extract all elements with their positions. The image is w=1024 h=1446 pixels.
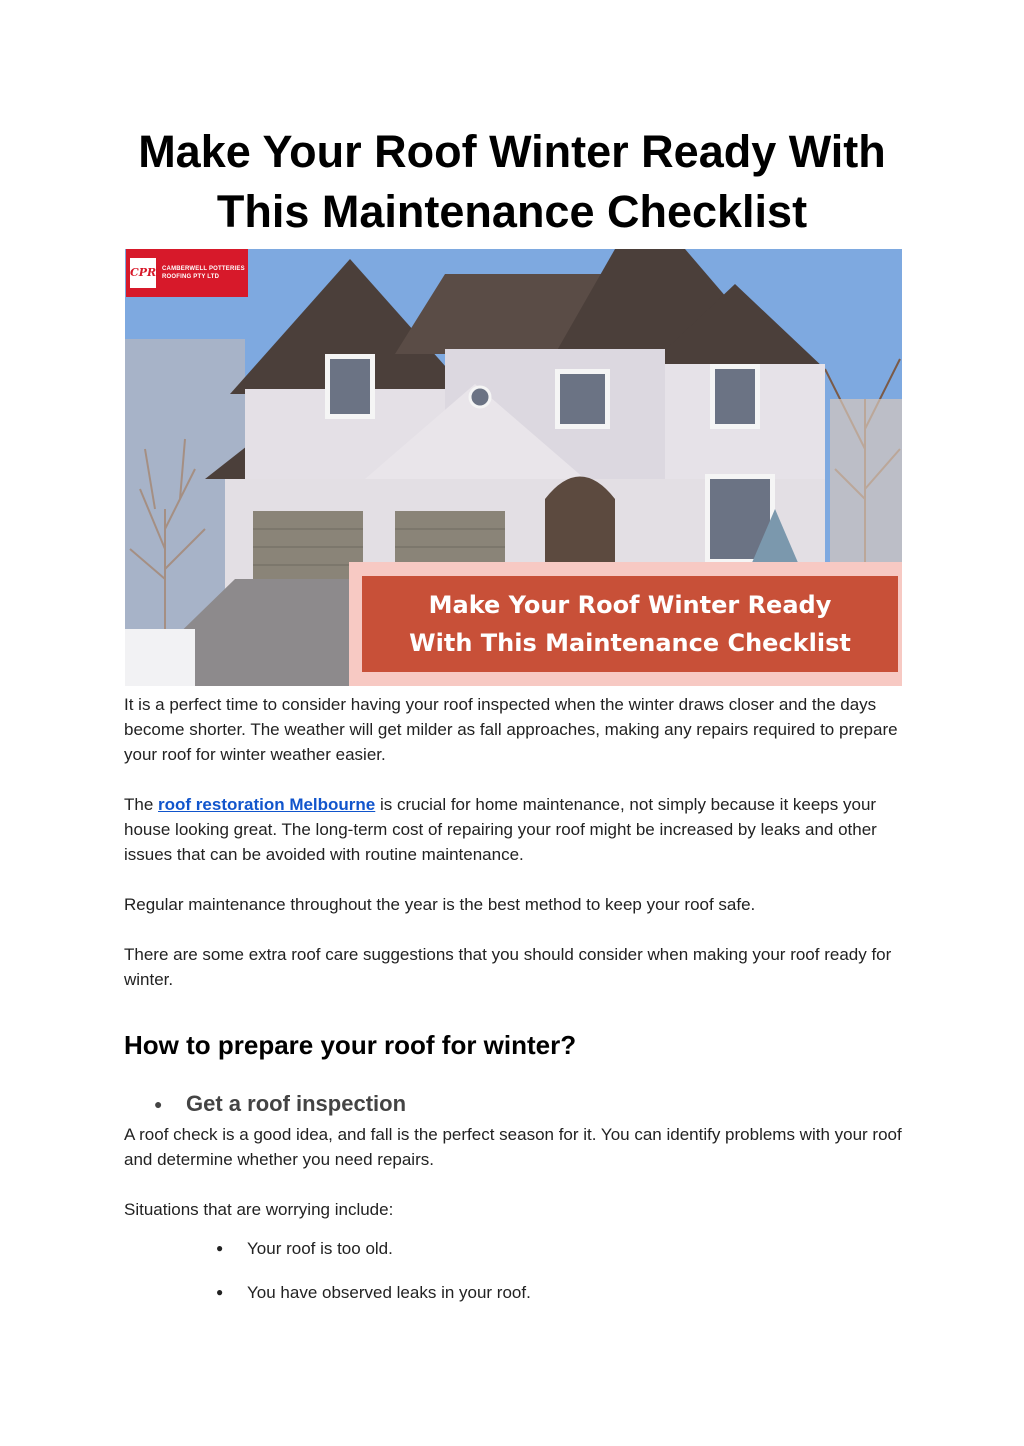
paragraph-inspection: A roof check is a good idea, and fall is the perfect season for it. You can identify problems with your roof and determine whether you need repairs. [124,1125,902,1169]
list-item [216,1280,904,1305]
paragraph-situations: Situations that are worrying include: [124,1200,394,1219]
logo-text [162,265,245,281]
title-line-1: Make Your Roof Winter Ready With [138,126,886,177]
paragraph-intro: It is a perfect time to consider having your roof inspected when the winter draws closer and the days become shorter. The weather will get milder as fall approaches, making any repairs required to prepare your roof for winter weather easier. [124,695,898,764]
logo-line-2: ROOFING PTY LTD [162,274,220,280]
section-heading: How to prepare your roof for winter? [124,1030,577,1060]
bullet-icon: ● [154,1096,163,1112]
paragraph-maintenance: Regular maintenance throughout the year is the best method to keep your roof safe. [124,895,756,914]
logo-mark: CPR [130,258,156,288]
paragraph-suggestions: There are some extra roof care suggestions that you should consider when making your roof ready for winter. [124,945,892,989]
bullet-icon: ● [216,1285,224,1299]
subsection-heading-text: Get a roof inspection [186,1091,407,1116]
article-body [124,692,904,1305]
list-item [216,1236,904,1261]
title-line-2: This Maintenance Checklist [216,186,808,237]
hero-banner [362,576,898,672]
company-logo [126,249,248,297]
banner-line-2: With This Maintenance Checklist [409,629,851,657]
p2-prefix: The [124,795,159,814]
situations-list [124,1236,904,1305]
list-item-text: Your roof is too old. [247,1239,393,1258]
p2-suffix: is crucial for home maintenance, not simply because it keeps your house looking great. The long-term cost of repairing your roof might be increased by leaks and other issues that can be avoided with routine maintenance. [124,795,877,864]
subsection-heading [154,1089,904,1119]
paragraph-restoration [124,792,904,867]
roof-restoration-link[interactable]: roof restoration Melbourne [158,795,376,814]
banner-line-1: Make Your Roof Winter Ready [428,591,832,619]
list-item-text: You have observed leaks in your roof. [247,1283,531,1302]
hero-image [125,249,902,686]
page-title [0,122,1024,242]
logo-line-1: CAMBERWELL POTTERIES [162,266,245,272]
banner-frame [349,562,902,686]
bullet-icon: ● [216,1241,224,1255]
